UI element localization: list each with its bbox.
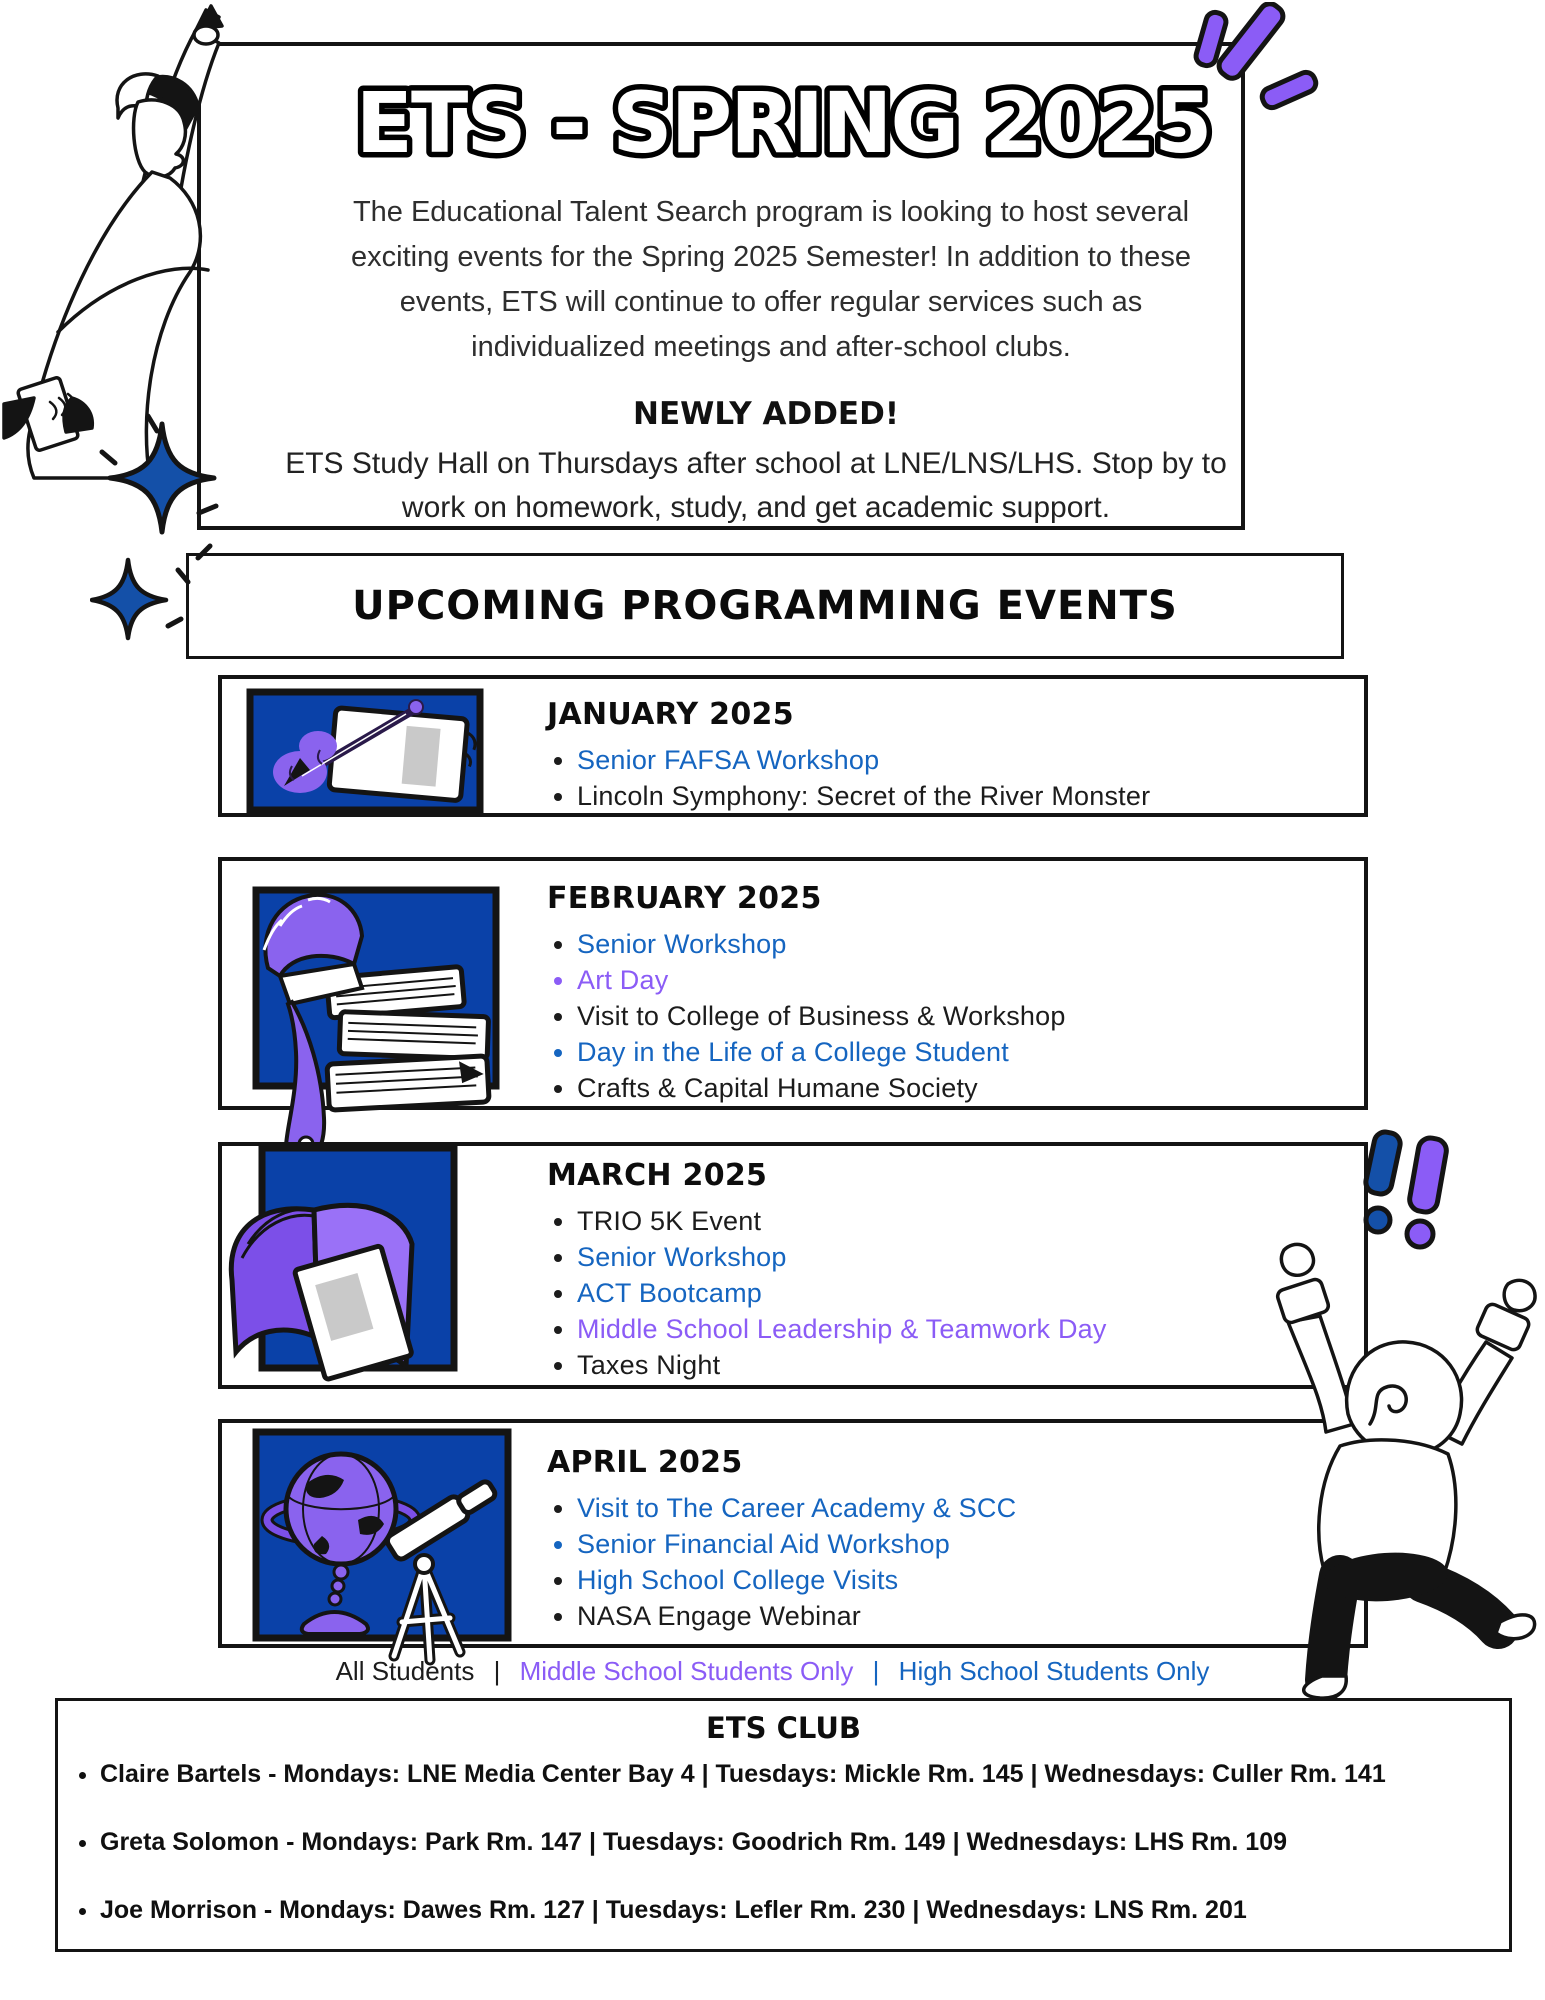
event-list-february	[547, 926, 1066, 1106]
event-item: • Lincoln Symphony: Secret of the River Monster	[577, 778, 1150, 814]
month-title: FEBRUARY 2025	[547, 881, 822, 916]
event-item: • Day in the Life of a College Student	[577, 1034, 1066, 1070]
month-box-january	[218, 675, 1368, 817]
event-item: • Art Day	[577, 962, 1066, 998]
legend	[0, 1656, 1545, 1687]
event-item: • TRIO 5K Event	[577, 1203, 1107, 1239]
event-item: • Senior Workshop	[577, 926, 1066, 962]
event-list-march	[547, 1203, 1107, 1383]
club-row-joe-morrison: • Joe Morrison - Mondays: Dawes Rm. 127 | Tuesdays: Lefler Rm. 230 | Wednesdays: LNS Rm. 201	[100, 1895, 1509, 1925]
legend-middle-school: Middle School Students Only	[519, 1656, 854, 1686]
event-list-april	[547, 1490, 1016, 1634]
event-item: • Senior Workshop	[577, 1239, 1107, 1275]
event-item: • High School College Visits	[577, 1562, 1016, 1598]
event-item: • Crafts & Capital Humane Society	[577, 1070, 1066, 1106]
violin-and-notebook-icon	[244, 686, 494, 826]
title-box	[197, 42, 1245, 530]
month-title: MARCH 2025	[547, 1158, 768, 1193]
event-item: • Taxes Night	[577, 1347, 1107, 1383]
study-hall-text: ETS Study Hall on Thursdays after school at LNE/LNS/LHS. Stop by to work on homework, study, and get academic support.	[285, 447, 1227, 524]
legend-all-students: All Students	[335, 1656, 475, 1686]
club-row-greta-solomon: • Greta Solomon - Mondays: Park Rm. 147 | Tuesdays: Goodrich Rm. 149 | Wednesdays: LHS Rm. 109	[100, 1827, 1509, 1857]
open-book-icon	[196, 1140, 466, 1400]
event-item: • NASA Engage Webinar	[577, 1598, 1016, 1634]
event-list-january	[547, 742, 1150, 814]
flyer-title-bubble-text	[211, 60, 1231, 182]
events-header-box	[186, 553, 1344, 659]
event-item: • Senior FAFSA Workshop	[577, 742, 1150, 778]
page-title: ETS - SPRING 2025	[355, 74, 1211, 172]
event-item: • ACT Bootcamp	[577, 1275, 1107, 1311]
newly-added-label: NEWLY ADDED!	[633, 396, 899, 432]
event-item: • Senior Financial Aid Workshop	[577, 1526, 1016, 1562]
club-row-claire-bartels: • Claire Bartels - Mondays: LNE Media Center Bay 4 | Tuesdays: Mickle Rm. 145 | Wednesdays: Culler Rm. 141	[100, 1759, 1509, 1789]
month-title: JANUARY 2025	[547, 697, 794, 732]
ets-club-list	[58, 1759, 1509, 1925]
month-box-march	[218, 1142, 1368, 1389]
ets-club-box	[55, 1698, 1512, 1952]
globe-and-telescope-icon	[236, 1424, 536, 1674]
legend-high-school: High School Students Only	[898, 1656, 1210, 1686]
event-item: • Visit to The Career Academy & SCC	[577, 1490, 1016, 1526]
month-box-april	[218, 1419, 1368, 1648]
event-item: • Middle School Leadership & Teamwork Day	[577, 1311, 1107, 1347]
exclamation-marks-icon	[1352, 1128, 1482, 1253]
event-item: • Visit to College of Business & Workshop	[577, 998, 1066, 1034]
intro-paragraph: The Educational Talent Search program is looking to host several exciting events for the Spring 2025 Semester! In addition to these events, ETS will continue to offer regular services such as individualized meetings and after-school clubs.	[351, 196, 1191, 363]
ets-club-title: ETS CLUB	[706, 1711, 861, 1745]
month-box-february	[218, 857, 1368, 1110]
legend-separator: |	[872, 1656, 880, 1686]
events-header: UPCOMING PROGRAMMING EVENTS	[352, 583, 1178, 629]
legend-separator: |	[493, 1656, 501, 1686]
month-title: APRIL 2025	[547, 1445, 743, 1480]
